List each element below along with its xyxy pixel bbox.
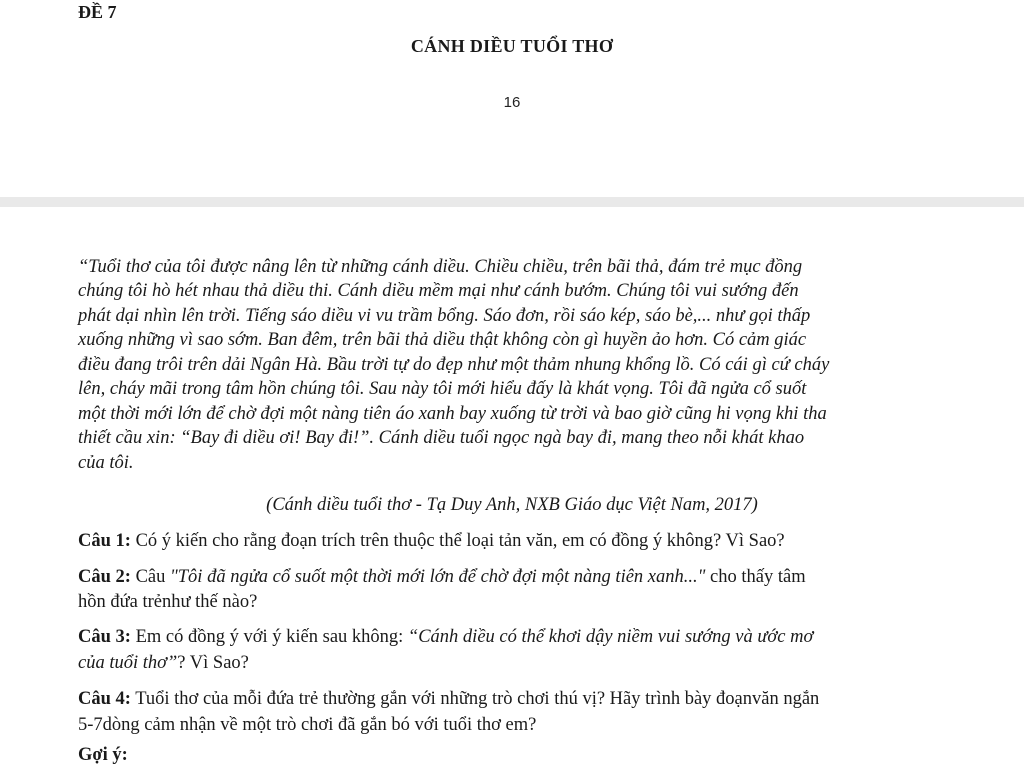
question-text: Câu xyxy=(130,567,170,587)
page-title: CÁNH DIỀU TUỔI THƠ xyxy=(410,36,614,56)
passage-line: một thời mới lớn để chờ đợi một nàng tiên áo xanh bay xuống từ trời và bao giờ cũng hi vọng khi tha xyxy=(78,404,827,424)
question-1 xyxy=(78,530,978,552)
question-4 xyxy=(78,688,978,710)
question-text: Em có đồng ý với ý kiến sau không: xyxy=(130,627,408,647)
question-2-cont: hồn đứa trẻnhư thế nào? xyxy=(78,592,258,612)
question-label: Câu 4: xyxy=(78,689,131,709)
question-quote: của tuổi thơ” xyxy=(78,653,178,673)
question-label: Câu 1: xyxy=(78,531,131,551)
passage-line: điều đang trôi trên dải Ngân Hà. Bầu trời tự do đẹp như một thảm nhung khổng lồ. Có cái gì cứ cháy xyxy=(78,355,830,375)
passage-line: lên, cháy mãi trong tâm hồn chúng tôi. Sau này tôi mới hiểu đấy là khát vọng. Tôi đã ngửa cổ suốt xyxy=(78,379,807,399)
question-2 xyxy=(78,566,978,588)
question-text: cho thấy tâm xyxy=(705,567,806,587)
question-text: Tuổi thơ của mỗi đứa trẻ thường gắn với những trò chơi thú vị? Hãy trình bày đoạnvăn ngắn xyxy=(130,689,820,709)
exam-label: ĐỀ 7 xyxy=(78,2,117,22)
passage-line: phát dại nhìn lên trời. Tiếng sáo diều vi vu trầm bổng. Sáo đơn, rồi sáo kép, sáo bè,... như gọi thấp xyxy=(78,306,811,326)
question-3 xyxy=(78,626,978,648)
question-3-cont xyxy=(78,652,978,674)
passage-citation: (Cánh diều tuổi thơ - Tạ Duy Anh, NXB Giáo dục Việt Nam, 2017) xyxy=(266,495,758,515)
passage-line: xuống những vì sao sớm. Ban đêm, trên bãi thả diều thật không còn gì huyền ảo hơn. Có cảm giác xyxy=(78,330,807,350)
page-number: 16 xyxy=(503,94,521,111)
passage-line: “Tuổi thơ của tôi được nâng lên từ những cánh diều. Chiều chiều, trên bãi thả, đám trẻ mục đồng xyxy=(78,257,803,277)
passage-line: của tôi. xyxy=(78,453,134,473)
question-text: ? Vì Sao? xyxy=(177,653,249,673)
question-quote: "Tôi đã ngửa cổ suốt một thời mới lớn để chờ đợi một nàng tiên xanh..." xyxy=(170,567,706,587)
passage-line: chúng tôi hò hét nhau thả diều thi. Cánh diều mềm mại như cánh bướm. Chúng tôi vui sướng đến xyxy=(78,281,799,301)
question-text: Có ý kiến cho rằng đoạn trích trên thuộc thể loại tản văn, em có đồng ý không? Vì Sao? xyxy=(130,531,785,551)
suggestion-heading: Gợi ý: xyxy=(78,745,128,765)
page-top xyxy=(0,0,1024,197)
question-label: Câu 3: xyxy=(78,627,131,647)
page-separator xyxy=(0,197,1024,207)
question-quote: “Cánh diều có thể khơi dậy niềm vui sướng và ước mơ xyxy=(407,627,814,647)
question-4-cont: 5-7dòng cảm nhận về một trò chơi đã gắn bó với tuổi thơ em? xyxy=(78,715,537,735)
question-label: Câu 2: xyxy=(78,567,131,587)
passage-line: thiết cầu xin: “Bay đi diều ơi! Bay đi!”. Cánh diều tuổi ngọc ngà bay đi, mang theo nỗi khát khao xyxy=(78,428,805,448)
